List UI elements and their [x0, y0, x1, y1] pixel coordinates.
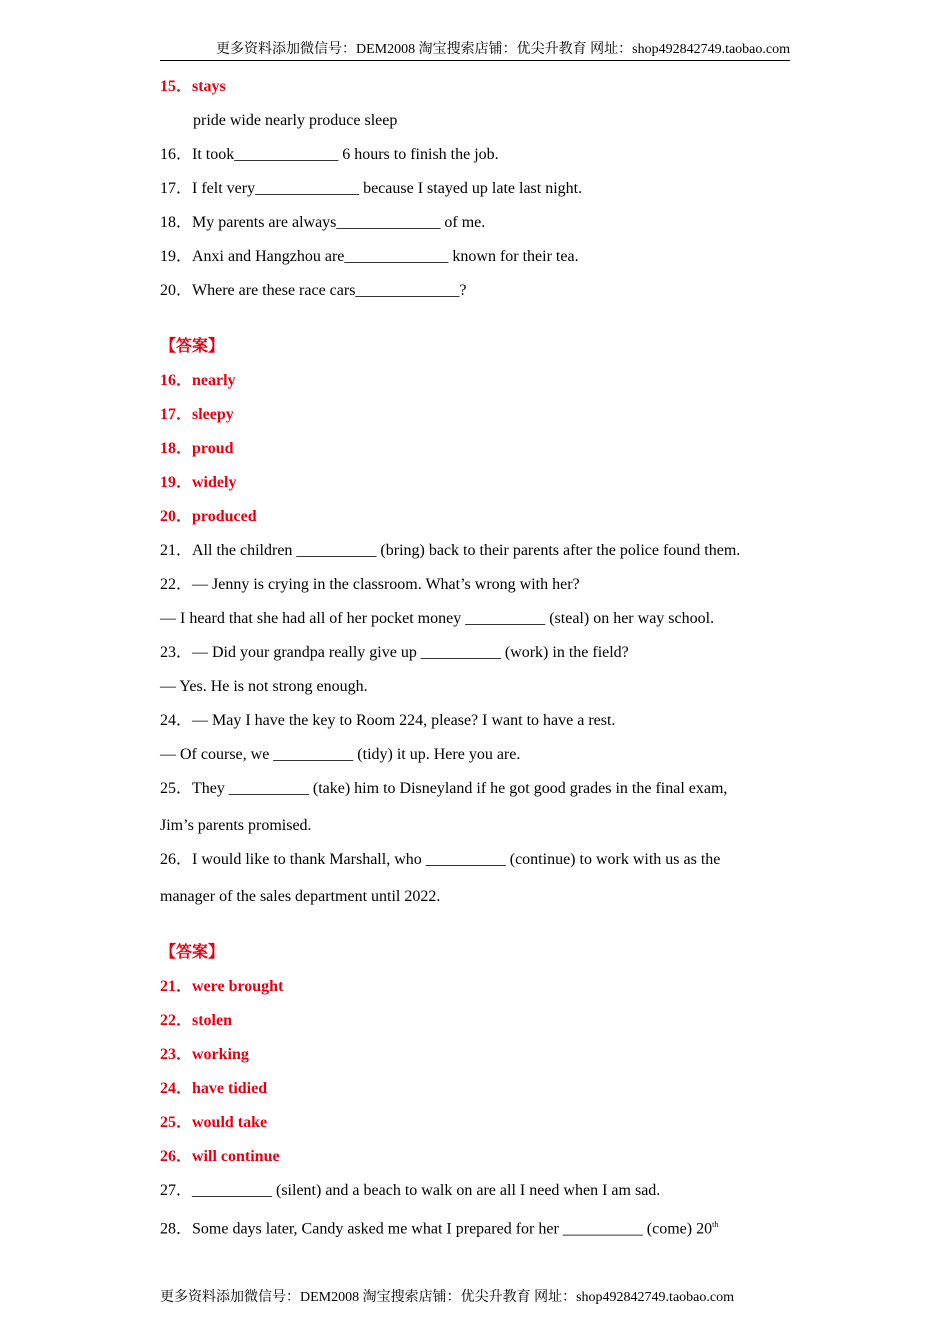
question-25-a: 25．They __________ (take) him to Disneyland if he got good grades in the final exam, — [160, 780, 728, 797]
answer-label-2: 【答案】 — [160, 944, 225, 961]
answer-26: 26．will continue — [160, 1148, 280, 1165]
question-23-b: — Yes. He is not strong enough. — [160, 678, 368, 695]
answer-25: 25．would take — [160, 1114, 268, 1131]
question-24-b: — Of course, we __________ (tidy) it up. Here you are. — [160, 746, 521, 763]
question-21: 21．All the children __________ (bring) back to their parents after the police found them. — [160, 542, 741, 559]
question-20: 20．Where are these race cars_____________? — [160, 282, 467, 299]
word-bank: pride wide nearly produce sleep — [193, 112, 398, 129]
question-18: 18．My parents are always_____________ of me. — [160, 214, 486, 231]
document-body — [160, 74, 800, 1246]
question-24-a: 24．— May I have the key to Room 224, please? I want to have a rest. — [160, 712, 616, 729]
answer-19: 19．widely — [160, 474, 237, 491]
question-27: 27．__________ (silent) and a beach to walk on are all I need when I am sad. — [160, 1182, 661, 1199]
answer-21: 21．were brought — [160, 978, 284, 995]
page-header: 更多资料添加微信号：DEM2008 淘宝搜索店铺：优尖升教育 网址：shop492842749.taobao.com — [160, 38, 790, 61]
answer-16: 16．nearly — [160, 372, 236, 389]
question-25-b: Jim’s parents promised. — [160, 817, 312, 834]
answer-17: 17．sleepy — [160, 406, 234, 423]
question-17: 17．I felt very_____________ because I stayed up late last night. — [160, 180, 583, 197]
question-22-a: 22．— Jenny is crying in the classroom. What’s wrong with her? — [160, 576, 580, 593]
question-26-a: 26．I would like to thank Marshall, who __________ (continue) to work with us as the — [160, 851, 721, 868]
ordinal-suffix: th — [712, 1220, 719, 1229]
question-26-b: manager of the sales department until 2022. — [160, 888, 441, 905]
question-22-b: — I heard that she had all of her pocket money __________ (steal) on her way school. — [160, 610, 715, 627]
question-28 — [160, 1212, 800, 1246]
question-28-text: 28．Some days later, Candy asked me what I prepared for her __________ (come) 20 — [160, 1220, 713, 1238]
answer-22: 22．stolen — [160, 1012, 233, 1029]
answer-label-1: 【答案】 — [160, 338, 225, 355]
answer-15: 15．stays — [160, 78, 226, 95]
question-19: 19．Anxi and Hangzhou are_____________ known for their tea. — [160, 248, 579, 265]
question-16: 16．It took_____________ 6 hours to finish the job. — [160, 146, 499, 163]
page-footer: 更多资料添加微信号：DEM2008 淘宝搜索店铺：优尖升教育 网址：shop492842749.taobao.com — [160, 1290, 734, 1305]
answer-23: 23．working — [160, 1046, 249, 1063]
answer-24: 24．have tidied — [160, 1080, 268, 1097]
answer-20: 20．produced — [160, 508, 257, 525]
answer-18: 18．proud — [160, 440, 234, 457]
question-23-a: 23．— Did your grandpa really give up __________ (work) in the field? — [160, 644, 629, 661]
